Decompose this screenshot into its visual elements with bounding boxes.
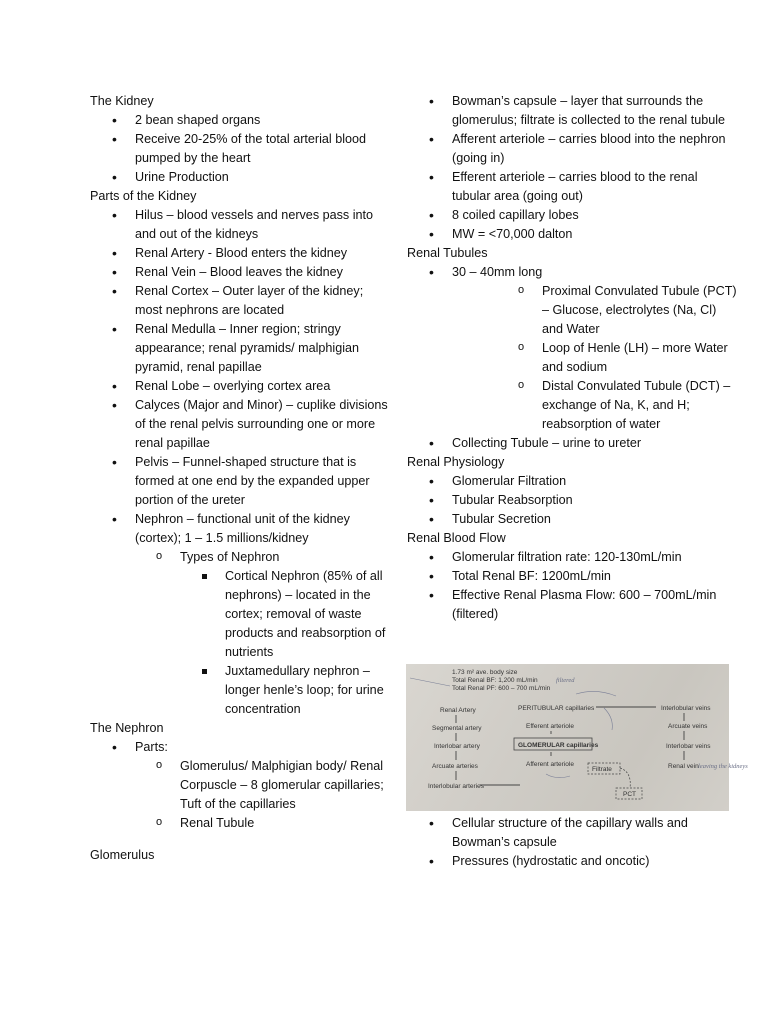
list-item: • Total Renal BF: 1200mL/min bbox=[407, 567, 737, 586]
diagram-box: PERITUBULAR capillaries bbox=[518, 705, 595, 712]
list-item: • 8 coiled capillary lobes bbox=[407, 206, 737, 225]
handwritten-note: leaving the kidneys bbox=[698, 763, 748, 770]
list-item: • Afferent arteriole – carries blood into the nephron (going in) bbox=[407, 130, 737, 168]
list-item: • Renal Vein – Blood leaves the kidney bbox=[90, 263, 390, 282]
diagram-box: Afferent arteriole bbox=[526, 761, 574, 768]
glomerulus-list bbox=[407, 92, 737, 244]
list-item bbox=[407, 263, 737, 434]
nephron-sublist bbox=[135, 548, 390, 719]
list-item bbox=[90, 510, 390, 719]
dashed-arrow-icon bbox=[620, 768, 630, 788]
diagram-box: Filtrate bbox=[592, 766, 612, 773]
list-item: • Effective Renal Plasma Flow: 600 – 700mL/min (filtered) bbox=[407, 586, 737, 624]
tubules-list bbox=[407, 263, 737, 453]
list-item: • Pelvis – Funnel-shaped structure that is formed at one end by the expanded upper portion of the ureter bbox=[90, 453, 390, 510]
pencil-mark bbox=[410, 678, 450, 686]
list-item: • Receive 20-25% of the total arterial blood pumped by the heart bbox=[90, 130, 390, 168]
diagram-box: GLOMERULAR capillaries bbox=[518, 742, 599, 749]
diagram-box: Interlobar veins bbox=[666, 743, 711, 750]
sub-list-item: o Loop of Henle (LH) – more Water and sodium bbox=[452, 339, 737, 377]
sub-list-item: o Proximal Convulated Tubule (PCT) – Glucose, electrolytes (Na, Cl) and Water bbox=[452, 282, 737, 339]
nephron-parts-sublist bbox=[135, 757, 390, 833]
diagram-note: 1.73 m² ave. body size bbox=[452, 669, 518, 676]
list-item: • Hilus – blood vessels and nerves pass into and out of the kidneys bbox=[90, 206, 390, 244]
tubules-heading: Renal Tubules bbox=[407, 246, 488, 260]
diagram-box: Renal vein bbox=[668, 763, 699, 770]
blood-flow-heading: Renal Blood Flow bbox=[407, 531, 506, 545]
kidney-heading: The Kidney bbox=[90, 94, 154, 108]
list-item: • Tubular Reabsorption bbox=[407, 491, 737, 510]
diagram-note: Total Renal PF: 600 – 700 mL/min bbox=[452, 685, 551, 692]
diagram-box: PCT bbox=[623, 791, 636, 798]
diagram-box: Interlobular veins bbox=[661, 705, 711, 712]
types-list bbox=[180, 567, 390, 719]
list-item: • MW = <70,000 dalton bbox=[407, 225, 737, 244]
factors-list bbox=[407, 814, 737, 871]
sub-list-item: o Renal Tubule bbox=[135, 814, 390, 833]
type-item: Juxtamedullary nephron – longer henle’s loop; for urine concentration bbox=[180, 662, 390, 719]
sub-list-item: o Distal Convulated Tubule (DCT) – exchange of Na, K, and H; reabsorption of water bbox=[452, 377, 737, 434]
diagram-box: Arcuate arteries bbox=[432, 763, 478, 770]
list-item bbox=[90, 738, 390, 833]
list-item: • Bowman’s capsule – layer that surrounds the glomerulus; filtrate is collected to the renal tubule bbox=[407, 92, 737, 130]
list-item: • Glomerular Filtration bbox=[407, 472, 737, 491]
tubules-sublist bbox=[452, 282, 737, 434]
types-label: Types of Nephron bbox=[180, 550, 280, 564]
list-item: • Renal Artery - Blood enters the kidney bbox=[90, 244, 390, 263]
list-item: • Tubular Secretion bbox=[407, 510, 737, 529]
list-item: • Collecting Tubule – urine to ureter bbox=[407, 434, 737, 453]
sub-list-item: o Glomerulus/ Malphigian body/ Renal Corpuscle – 8 glomerular capillaries; Tuft of the capillaries bbox=[135, 757, 390, 814]
list-item: • Calyces (Major and Minor) – cuplike divisions of the renal pelvis surrounding one or more renal papillae bbox=[90, 396, 390, 453]
handwritten-note: filtered bbox=[556, 677, 575, 684]
list-item: • Glomerular filtration rate: 120-130mL/min bbox=[407, 548, 737, 567]
diagram-box: Renal Artery bbox=[440, 707, 476, 714]
diagram-box: Interlobar artery bbox=[434, 743, 480, 750]
parts-heading: Parts of the Kidney bbox=[90, 189, 197, 203]
kidney-list bbox=[90, 111, 390, 187]
nephron-heading: The Nephron bbox=[90, 721, 164, 735]
diagram-box: Interlobular arteries bbox=[428, 783, 484, 790]
type-item: Cortical Nephron (85% of all nephrons) – located in the cortex; removal of waste products and reabsorption of nutrients bbox=[180, 567, 390, 662]
nephron-item-text: Nephron – functional unit of the kidney (cortex); 1 – 1.5 millions/kidney bbox=[135, 512, 350, 545]
physiology-heading: Renal Physiology bbox=[407, 455, 505, 469]
list-item: • Renal Lobe – overlying cortex area bbox=[90, 377, 390, 396]
list-item: • Renal Medulla – Inner region; stringy appearance; renal pyramids/ malphigian pyramid, renal papillae bbox=[90, 320, 390, 377]
glomerulus-heading: Glomerulus bbox=[90, 848, 155, 862]
blood-flow-list bbox=[407, 548, 737, 624]
left-column bbox=[90, 92, 390, 865]
diagram-svg bbox=[406, 664, 748, 811]
list-item: • Renal Cortex – Outer layer of the kidney; most nephrons are located bbox=[90, 282, 390, 320]
diagram-note: Total Renal BF: 1,200 mL/min bbox=[452, 677, 538, 684]
list-item: • Cellular structure of the capillary walls and Bowman’s capsule bbox=[407, 814, 737, 852]
list-item: • Efferent arteriole – carries blood to the renal tubular area (going out) bbox=[407, 168, 737, 206]
diagram-box: Segmental artery bbox=[432, 725, 482, 732]
parts-list bbox=[90, 206, 390, 719]
nephron-list bbox=[90, 738, 390, 833]
tubule-length: 30 – 40mm long bbox=[452, 265, 543, 279]
list-item: • Urine Production bbox=[90, 168, 390, 187]
physiology-list bbox=[407, 472, 737, 529]
list-item: • 2 bean shaped organs bbox=[90, 111, 390, 130]
sub-list-item bbox=[135, 548, 390, 719]
parts-label: Parts: bbox=[135, 740, 168, 754]
diagram-box: Efferent arteriole bbox=[526, 723, 574, 730]
list-item: • Pressures (hydrostatic and oncotic) bbox=[407, 852, 737, 871]
diagram-box: Arcuate veins bbox=[668, 723, 708, 730]
blood-flow-diagram-photo bbox=[406, 664, 748, 811]
